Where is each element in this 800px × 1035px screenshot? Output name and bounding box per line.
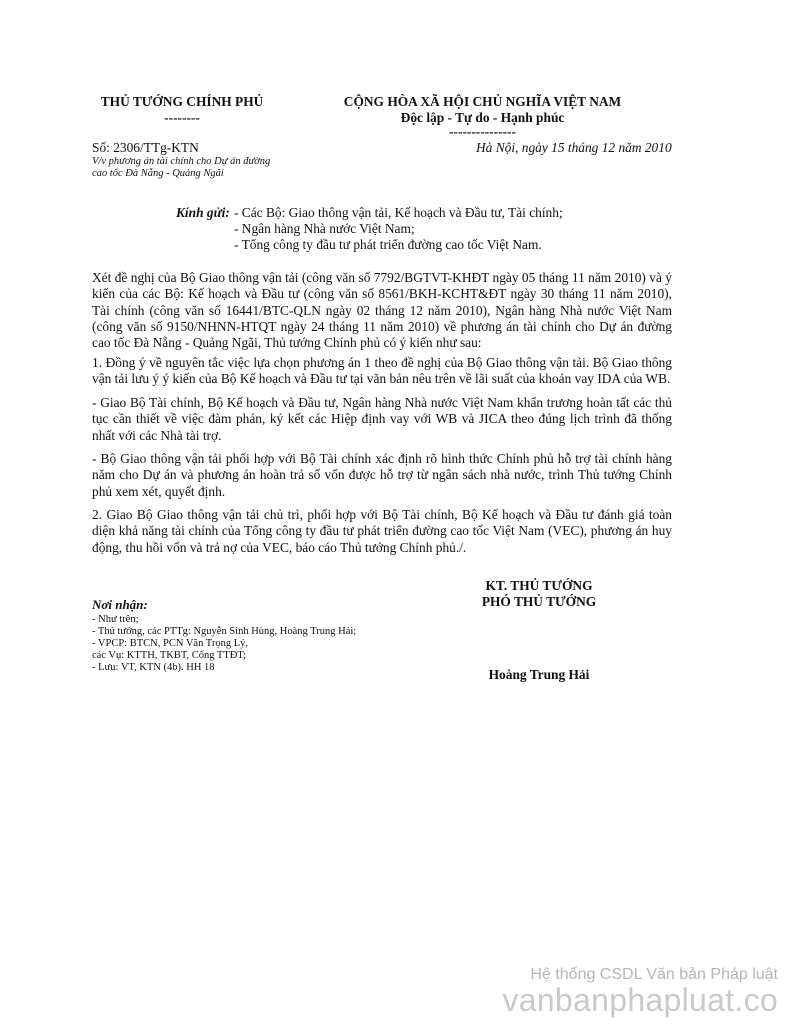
place-and-date: Hà Nội, ngày 15 tháng 12 năm 2010: [476, 140, 672, 155]
signer-name: Hoàng Trung Hải: [488, 667, 590, 682]
document-number: Số: 2306/TTg-KTN: [92, 140, 199, 155]
body-paragraph-intro: Xét đề nghị của Bộ Giao thông vận tải (công văn số 7792/BGTVT-KHĐT ngày 05 tháng 11 năm 2010) và ý kiến của các Bộ: Kế hoạch và Đầu tư (công văn số 8561/BKH-KCHT&ĐT ngày 30 tháng 11 năm 2010), Tài chính (công văn số 16441/BTC-QLN ngày 02 tháng 12 năm 2010), Ngân hàng Nhà nước Việt Nam (công văn số 9150/NHNN-HTQT ngày 24 tháng 11 năm 2010) về phương án tài chính cho Dự án đường cao tốc Đà Nẵng - Quảng Ngãi, Thủ tướng Chính phủ có ý kiến như sau:: [92, 270, 672, 351]
distribution-label: Nơi nhận:: [92, 597, 148, 612]
recipient-item: - Tổng công ty đầu tư phát triển đường cao tốc Việt Nam.: [234, 237, 542, 252]
recipient-item: - Các Bộ: Giao thông vận tải, Kế hoạch và Đầu tư, Tài chính;: [234, 205, 563, 220]
signature-authority: KT. THỦ TƯỚNG: [485, 578, 593, 593]
distribution-item: - Như trên;: [92, 614, 139, 625]
recipients-label: Kính gửi:: [176, 205, 230, 220]
body-paragraph-2: - Giao Bộ Tài chính, Bộ Kế hoạch và Đầu tư, Ngân hàng Nhà nước Việt Nam khẩn trương hoàn tất các thủ tục cần thiết về việc đàm phán, ký kết các Hiệp định vay với WB và JICA theo đúng lịch trình đã thống nhất với các Nhà tài trợ.: [92, 395, 672, 443]
distribution-item: các Vụ: KTTH, TKBT, Cổng TTĐT;: [92, 650, 247, 661]
body-paragraph-1: 1. Đồng ý về nguyên tắc việc lựa chọn phương án 1 theo đề nghị của Bộ Giao thông vận tải. Bộ Giao thông vận tải lưu ý ý kiến của Bộ Kế hoạch và Đầu tư tại văn bản nêu trên về lãi suất của khoản vay IDA của WB.: [92, 355, 672, 387]
national-title: CỘNG HÒA XÃ HỘI CHỦ NGHĨA VIỆT NAM: [343, 94, 622, 109]
distribution-item: - Lưu: VT, KTN (4b). HH 18: [92, 662, 215, 673]
motto-rule: ---------------: [449, 124, 516, 139]
body-paragraph-3: - Bộ Giao thông vận tải phối hợp với Bộ Tài chính xác định rõ hình thức Chính phủ hỗ trợ tài chính hàng năm cho Dự án và phương án hoàn trả số vốn được hỗ trợ từ ngân sách nhà nước, trình Thủ tướng Chính phủ xem xét, quyết định.: [92, 451, 672, 499]
signature-title: PHÓ THỦ TƯỚNG: [481, 594, 597, 609]
distribution-item: - Thủ tướng, các PTTg: Nguyễn Sinh Hùng, Hoàng Trung Hải;: [92, 626, 357, 637]
body-paragraph-4: 2. Giao Bộ Giao thông vận tải chủ trì, phối hợp với Bộ Tài chính, Bộ Kế hoạch và Đầu tư đánh giá toàn diện khả năng tài chính của Tổng công ty đầu tư phát triển đường cao tốc Việt Nam (VEC), phương án huy động, thu hồi vốn và trả nợ của VEC, báo cáo Thủ tướng Chính phủ./.: [92, 507, 672, 555]
subject-line-2: cao tốc Đà Nẵng - Quảng Ngãi: [92, 168, 224, 179]
issuing-agency: THỦ TƯỚNG CHÍNH PHỦ: [100, 94, 264, 109]
national-motto: Độc lập - Tự do - Hạnh phúc: [400, 110, 565, 125]
watermark-system-text: Hệ thống CSDL Văn bản Pháp luật: [530, 966, 778, 983]
distribution-item: - VPCP: BTCN, PCN Văn Trọng Lý,: [92, 638, 248, 649]
agency-rule: --------: [164, 110, 200, 125]
subject-line-1: V/v phương án tài chính cho Dự án đường: [92, 156, 271, 167]
recipient-item: - Ngân hàng Nhà nước Việt Nam;: [234, 221, 415, 236]
watermark-site-url: vanbanphapluat.co: [502, 982, 778, 1018]
